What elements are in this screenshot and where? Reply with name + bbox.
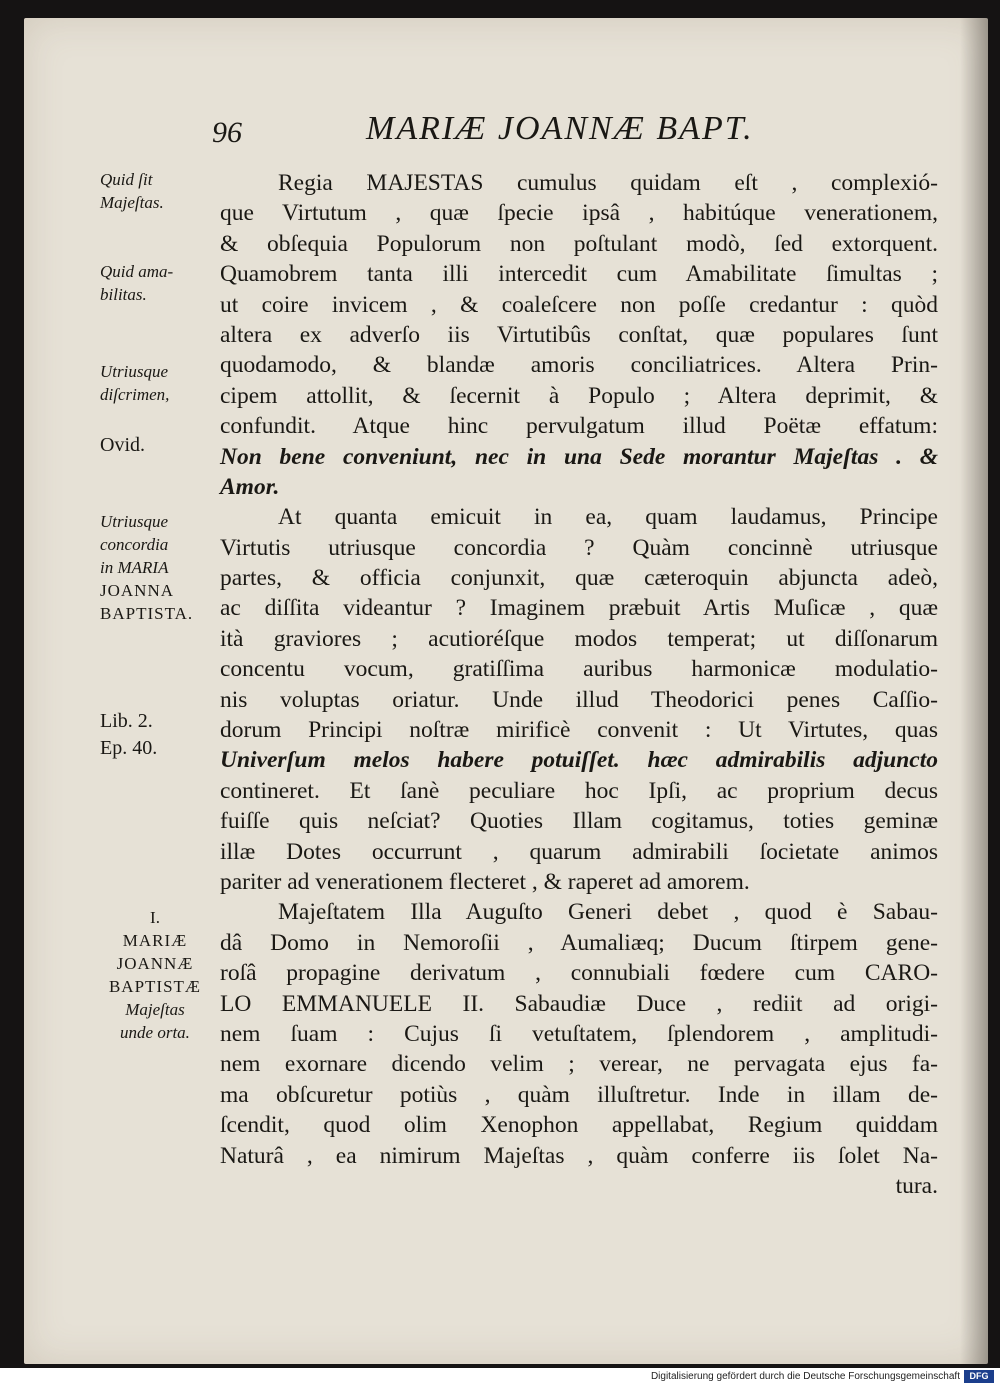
quote-line: Univerſum melos habere potuiſſet. hæc admirabilis adjuncto [220,747,938,774]
margin-note-line: BAPTISTÆ [108,977,202,996]
quote-line: Amor. [220,473,280,500]
margin-note-line: diſcrimen, [100,385,170,404]
text-line: partes, & officia conjunxit, quæ cæteroquin abjuncta adeò, [220,565,938,592]
margin-note-line: MARIÆ [122,931,188,950]
text-line: roſâ propagine derivatum , connubiali fœdere cum CARO- [220,960,938,987]
text-line: Virtutis utriusque concordia ? Quàm concinnè utriusque [220,534,938,561]
text-line: At quanta emicuit in ea, quam laudamus, Principe [278,504,938,531]
margin-note-line: JOANNÆ [116,954,194,973]
margin-note-line: JOANNA [100,581,174,600]
margin-note-line: in MARIA [100,558,169,577]
margin-note-line: BAPTISTA. [100,604,194,623]
book-page [24,18,988,1364]
catchword: tura. [895,1172,938,1199]
text-line: nis voluptas oriatur. Unde illud Theodorici penes Caſſio- [220,686,938,713]
page-header [24,110,988,160]
margin-note-line: unde orta. [120,1023,190,1042]
text-line: fuiſſe quis neſciat? Quoties Illam cogitamus, toties geminæ [220,808,938,835]
text-line: ut coire invicem , & coaleſcere non poſſe credantur : quòd [220,291,938,318]
funding-credit: Digitalisierung gefördert durch die Deutsche Forschungsgemeinschaft [650,1371,960,1382]
text-line: ſcendit, quod olim Xenophon appellabat, Regium quiddam [220,1112,938,1139]
text-line: cipem attollit, & ſecernit à Populo ; Altera deprimit, & [220,382,938,409]
text-line: quodamodo, & blandæ amoris conciliatrices. Altera Prin- [220,352,938,379]
margin-note-line: concordia [100,535,169,554]
margin-note-line: Quid ſit [100,170,153,189]
margin-note-line: Ep. 40. [100,737,158,759]
margin-note-line: Lib. 2. [100,710,153,732]
text-line: pariter ad venerationem flecteret , & raperet ad amorem. [220,868,750,895]
text-line: Regia MAJESTAS cumulus quidam eſt , complexió- [278,170,938,196]
margin-note-ovid [100,432,220,459]
text-line: que Virtutum , quæ ſpecie ipsâ , habitúque venerationem, [220,200,938,227]
margin-note-majestas [100,168,220,214]
text-line: illæ Dotes occurrunt , quarum admirabili ſocietate animos [220,838,938,865]
text-line: ac diſſita videantur ? Imaginem præbuit Artis Muſicæ , quæ [220,595,938,622]
margin-note-amabilitas [100,260,220,306]
text-line: dorum Principi noſtræ mirificè convenit : Ut Virtutes, quas [220,717,938,744]
margin-note-line: Majeſtas. [100,193,164,212]
margin-note-line: Utriusque [100,362,168,381]
margin-note-line: Quid ama- [100,262,174,281]
page-gutter-shadow [960,18,988,1364]
margin-note-lib-ep [100,708,220,762]
margin-note-discrimen [100,360,220,406]
margin-note-concordia [100,510,220,625]
text-line: contineret. Et ſanè peculiare hoc Ipſi, ac proprium decus [220,777,938,804]
margin-note-line: bilitas. [100,285,147,304]
text-line: concentu vocum, gratiſſima auribus harmonicæ modulatio- [220,656,938,683]
text-line: ma obſcuretur potiùs , quàm illuſtretur. Inde in illam de- [220,1081,938,1108]
margin-note-line: I. [150,908,160,927]
running-head: MARIÆ JOANNÆ BAPT. [366,110,754,147]
margin-note-line: Majeſtas [125,1000,185,1019]
margin-note-line: Utriusque [100,512,168,531]
body-text [220,168,938,1201]
text-line: LO EMMANUELE II. Sabaudiæ Duce , rediit ad origi- [220,990,938,1017]
text-line: ità graviores ; acutioréſque modos temperat; ut diſſonarum [220,625,938,652]
text-line: & obſequia Populorum non poſtulant modò, ſed extorquent. [220,230,938,257]
quote-line: Non bene conveniunt, nec in una Sede morantur Majeſtas . & [220,443,938,470]
text-line: Majeſtatem Illa Auguſto Generi debet , quod è Sabau- [278,899,938,926]
text-line: Naturâ , ea nimirum Majeſtas , quàm conferre iis ſolet Na- [220,1142,938,1169]
dfg-logo-icon: DFG [964,1370,994,1383]
margin-note-line: Ovid. [100,434,145,456]
text-line: confundit. Atque hinc pervulgatum illud Poëtæ effatum: [220,413,938,440]
text-line: nem exornare dicendo velim ; verear, ne pervagata ejus fa- [220,1051,938,1078]
page-number: 96 [212,116,242,149]
text-line: nem ſuam : Cujus ſi vetuſtatem, ſplendorem , amplitudi- [220,1020,938,1047]
margin-note-origin [100,906,210,1044]
text-line: altera ex adverſo iis Virtutibûs conſtat, quæ populares ſunt [220,321,938,348]
text-line: Quamobrem tanta illi intercedit cum Amabilitate ſimultas ; [220,261,938,288]
text-line: dâ Domo in Nemoroſii , Aumaliæq; Ducum ſtirpem gene- [220,929,938,956]
